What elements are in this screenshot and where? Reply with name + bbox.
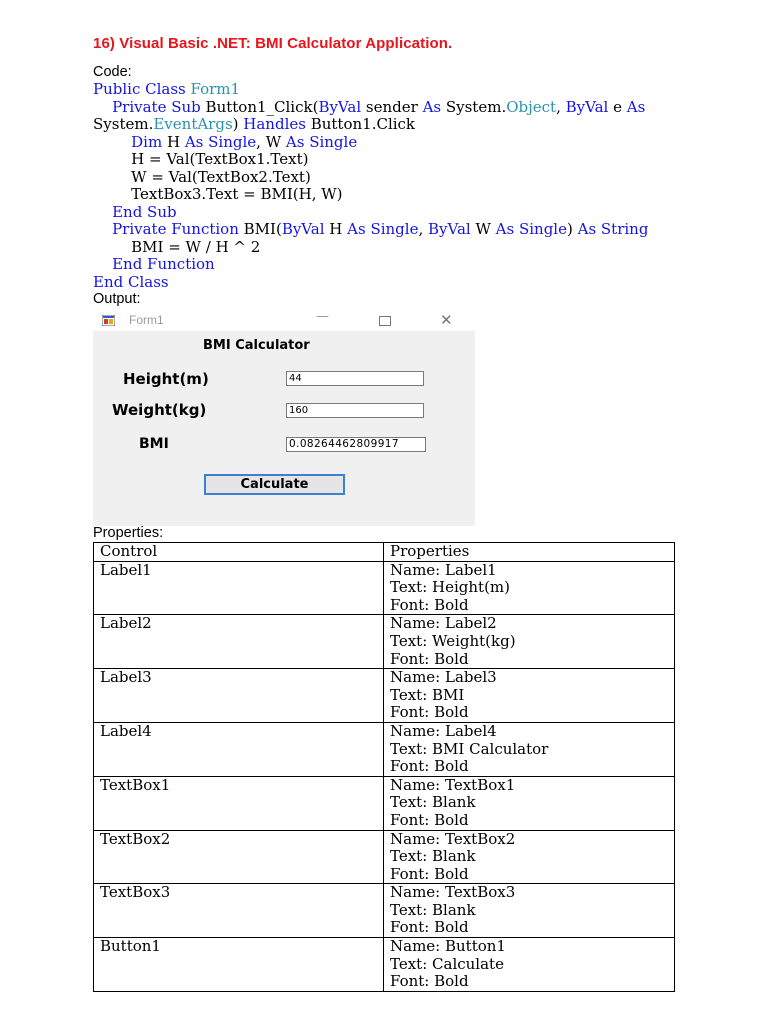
property-line: Text: Height(m) — [390, 578, 510, 597]
close-icon[interactable]: ✕ — [440, 311, 453, 329]
code-line — [93, 116, 713, 134]
code-block — [93, 81, 713, 291]
calculate-button[interactable]: Calculate — [204, 474, 345, 495]
code-keyword: Handles — [243, 115, 306, 133]
code-line — [93, 134, 713, 152]
code-line — [93, 99, 713, 117]
properties-cell — [384, 884, 675, 938]
property-line: Name: Label1 — [390, 560, 497, 579]
property-line: Name: Label4 — [390, 721, 497, 740]
code-text: H — [162, 132, 185, 151]
height-label: Height(m) — [123, 370, 209, 388]
code-text: Button1_Click( — [205, 97, 319, 116]
code-text — [93, 220, 112, 238]
table-row — [94, 884, 675, 938]
properties-cell — [384, 830, 675, 884]
control-cell: Button1 — [94, 938, 384, 992]
code-keyword: ByVal — [318, 97, 362, 116]
table-row — [94, 938, 675, 992]
code-keyword: Dim — [131, 132, 163, 151]
property-line: Font: Bold — [390, 595, 469, 614]
property-line: Font: Bold — [390, 757, 469, 776]
property-line: Font: Bold — [390, 864, 469, 883]
column-header-properties: Properties — [384, 543, 675, 562]
code-text — [93, 203, 112, 221]
properties-cell — [384, 722, 675, 776]
bmi-form-window — [93, 309, 475, 526]
code-keyword: Private Sub — [112, 97, 206, 116]
property-line: Name: TextBox3 — [390, 883, 516, 902]
minimize-icon[interactable]: — — [316, 309, 329, 324]
property-line: Text: Blank — [390, 900, 476, 919]
properties-cell — [384, 615, 675, 669]
code-text: System. — [441, 97, 507, 116]
properties-table — [93, 542, 675, 992]
property-line: Font: Bold — [390, 810, 469, 829]
code-text: BMI = W / H ^ 2 — [93, 237, 261, 256]
code-line — [93, 256, 713, 274]
code-heading: Code: — [93, 64, 132, 80]
height-input[interactable] — [286, 371, 424, 386]
code-type-name: EventArgs — [153, 115, 233, 133]
code-keyword: ByVal — [428, 220, 471, 238]
code-text: ) — [566, 220, 578, 238]
code-line — [93, 169, 713, 187]
code-line — [93, 221, 713, 239]
table-row — [94, 722, 675, 776]
code-text: H — [324, 220, 348, 238]
properties-cell — [384, 669, 675, 723]
code-type-name: Object — [506, 97, 557, 116]
control-cell: TextBox2 — [94, 830, 384, 884]
column-header-control: Control — [94, 543, 384, 562]
code-keyword: End Sub — [112, 202, 177, 221]
table-row — [94, 830, 675, 884]
maximize-icon[interactable] — [379, 316, 391, 326]
code-keyword: End Function — [112, 255, 215, 273]
code-text: Button1.Click — [305, 115, 416, 133]
control-cell: TextBox3 — [94, 884, 384, 938]
control-cell: Label1 — [94, 561, 384, 615]
form-app-icon — [102, 315, 115, 326]
code-text: W — [470, 220, 496, 238]
code-text — [93, 133, 131, 151]
weight-label: Weight(kg) — [112, 401, 207, 419]
code-text: BMI( — [238, 220, 282, 238]
properties-heading: Properties: — [93, 525, 164, 541]
code-text: e — [608, 97, 627, 116]
control-cell: Label2 — [94, 615, 384, 669]
property-line: Font: Bold — [390, 703, 469, 722]
property-line: Name: TextBox2 — [390, 829, 516, 848]
code-text: W = Val(TextBox2.Text) — [93, 167, 311, 186]
control-cell: Label4 — [94, 722, 384, 776]
code-keyword: End Class — [93, 272, 169, 291]
code-keyword: ByVal — [565, 97, 609, 116]
code-text — [93, 98, 112, 116]
table-header-row — [94, 543, 675, 562]
form-client-area — [93, 331, 475, 526]
code-text: , — [418, 220, 428, 238]
code-text: ) — [232, 115, 244, 133]
property-line: Name: Label2 — [390, 614, 497, 633]
code-keyword: Public Class — [93, 80, 191, 98]
code-text — [93, 255, 112, 273]
table-row — [94, 776, 675, 830]
table-row — [94, 669, 675, 723]
property-line: Name: Button1 — [390, 937, 506, 956]
control-cell: Label3 — [94, 669, 384, 723]
bmi-calculator-heading: BMI Calculator — [203, 338, 310, 353]
weight-input[interactable] — [286, 403, 424, 418]
properties-cell — [384, 938, 675, 992]
code-type-name: Form1 — [190, 80, 241, 98]
property-line: Text: BMI — [390, 685, 465, 704]
document-title: 16) Visual Basic .NET: BMI Calculator Application. — [93, 35, 453, 52]
property-line: Font: Bold — [390, 918, 469, 937]
code-line — [93, 81, 713, 99]
property-line: Text: Calculate — [390, 954, 504, 973]
code-text: sender — [361, 97, 423, 116]
property-line: Font: Bold — [390, 972, 469, 991]
code-keyword: As Single — [184, 132, 257, 151]
property-line: Name: TextBox1 — [390, 775, 516, 794]
form-titlebar — [93, 309, 475, 331]
code-text: System. — [93, 115, 154, 133]
table-row — [94, 561, 675, 615]
property-line: Text: BMI Calculator — [390, 739, 549, 758]
property-line: Text: Weight(kg) — [390, 631, 516, 650]
output-heading: Output: — [93, 291, 141, 307]
code-keyword: As Single — [495, 220, 567, 238]
code-keyword: As Single — [347, 220, 419, 238]
property-line: Text: Blank — [390, 847, 476, 866]
properties-cell — [384, 776, 675, 830]
code-line — [93, 239, 713, 257]
code-keyword: As — [422, 97, 442, 116]
code-keyword: As Single — [285, 132, 358, 151]
bmi-label: BMI — [139, 436, 169, 452]
code-text: , W — [256, 132, 286, 151]
table-row — [94, 615, 675, 669]
form-window-title: Form1 — [129, 313, 164, 327]
control-cell: TextBox1 — [94, 776, 384, 830]
code-keyword: As — [626, 97, 646, 116]
bmi-result-input[interactable] — [286, 437, 426, 452]
code-text: H = Val(TextBox1.Text) — [93, 150, 309, 168]
code-line — [93, 204, 713, 222]
code-keyword: As String — [577, 220, 649, 238]
code-keyword: Private Function — [112, 220, 239, 238]
code-text: TextBox3.Text = BMI(H, W) — [93, 185, 343, 203]
code-line — [93, 151, 713, 169]
code-line — [93, 274, 713, 292]
code-line — [93, 186, 713, 204]
code-keyword: ByVal — [281, 220, 325, 238]
property-line: Font: Bold — [390, 649, 469, 668]
properties-cell — [384, 561, 675, 615]
property-line: Name: Label3 — [390, 668, 497, 687]
code-text: , — [556, 97, 566, 116]
property-line: Text: Blank — [390, 793, 476, 812]
